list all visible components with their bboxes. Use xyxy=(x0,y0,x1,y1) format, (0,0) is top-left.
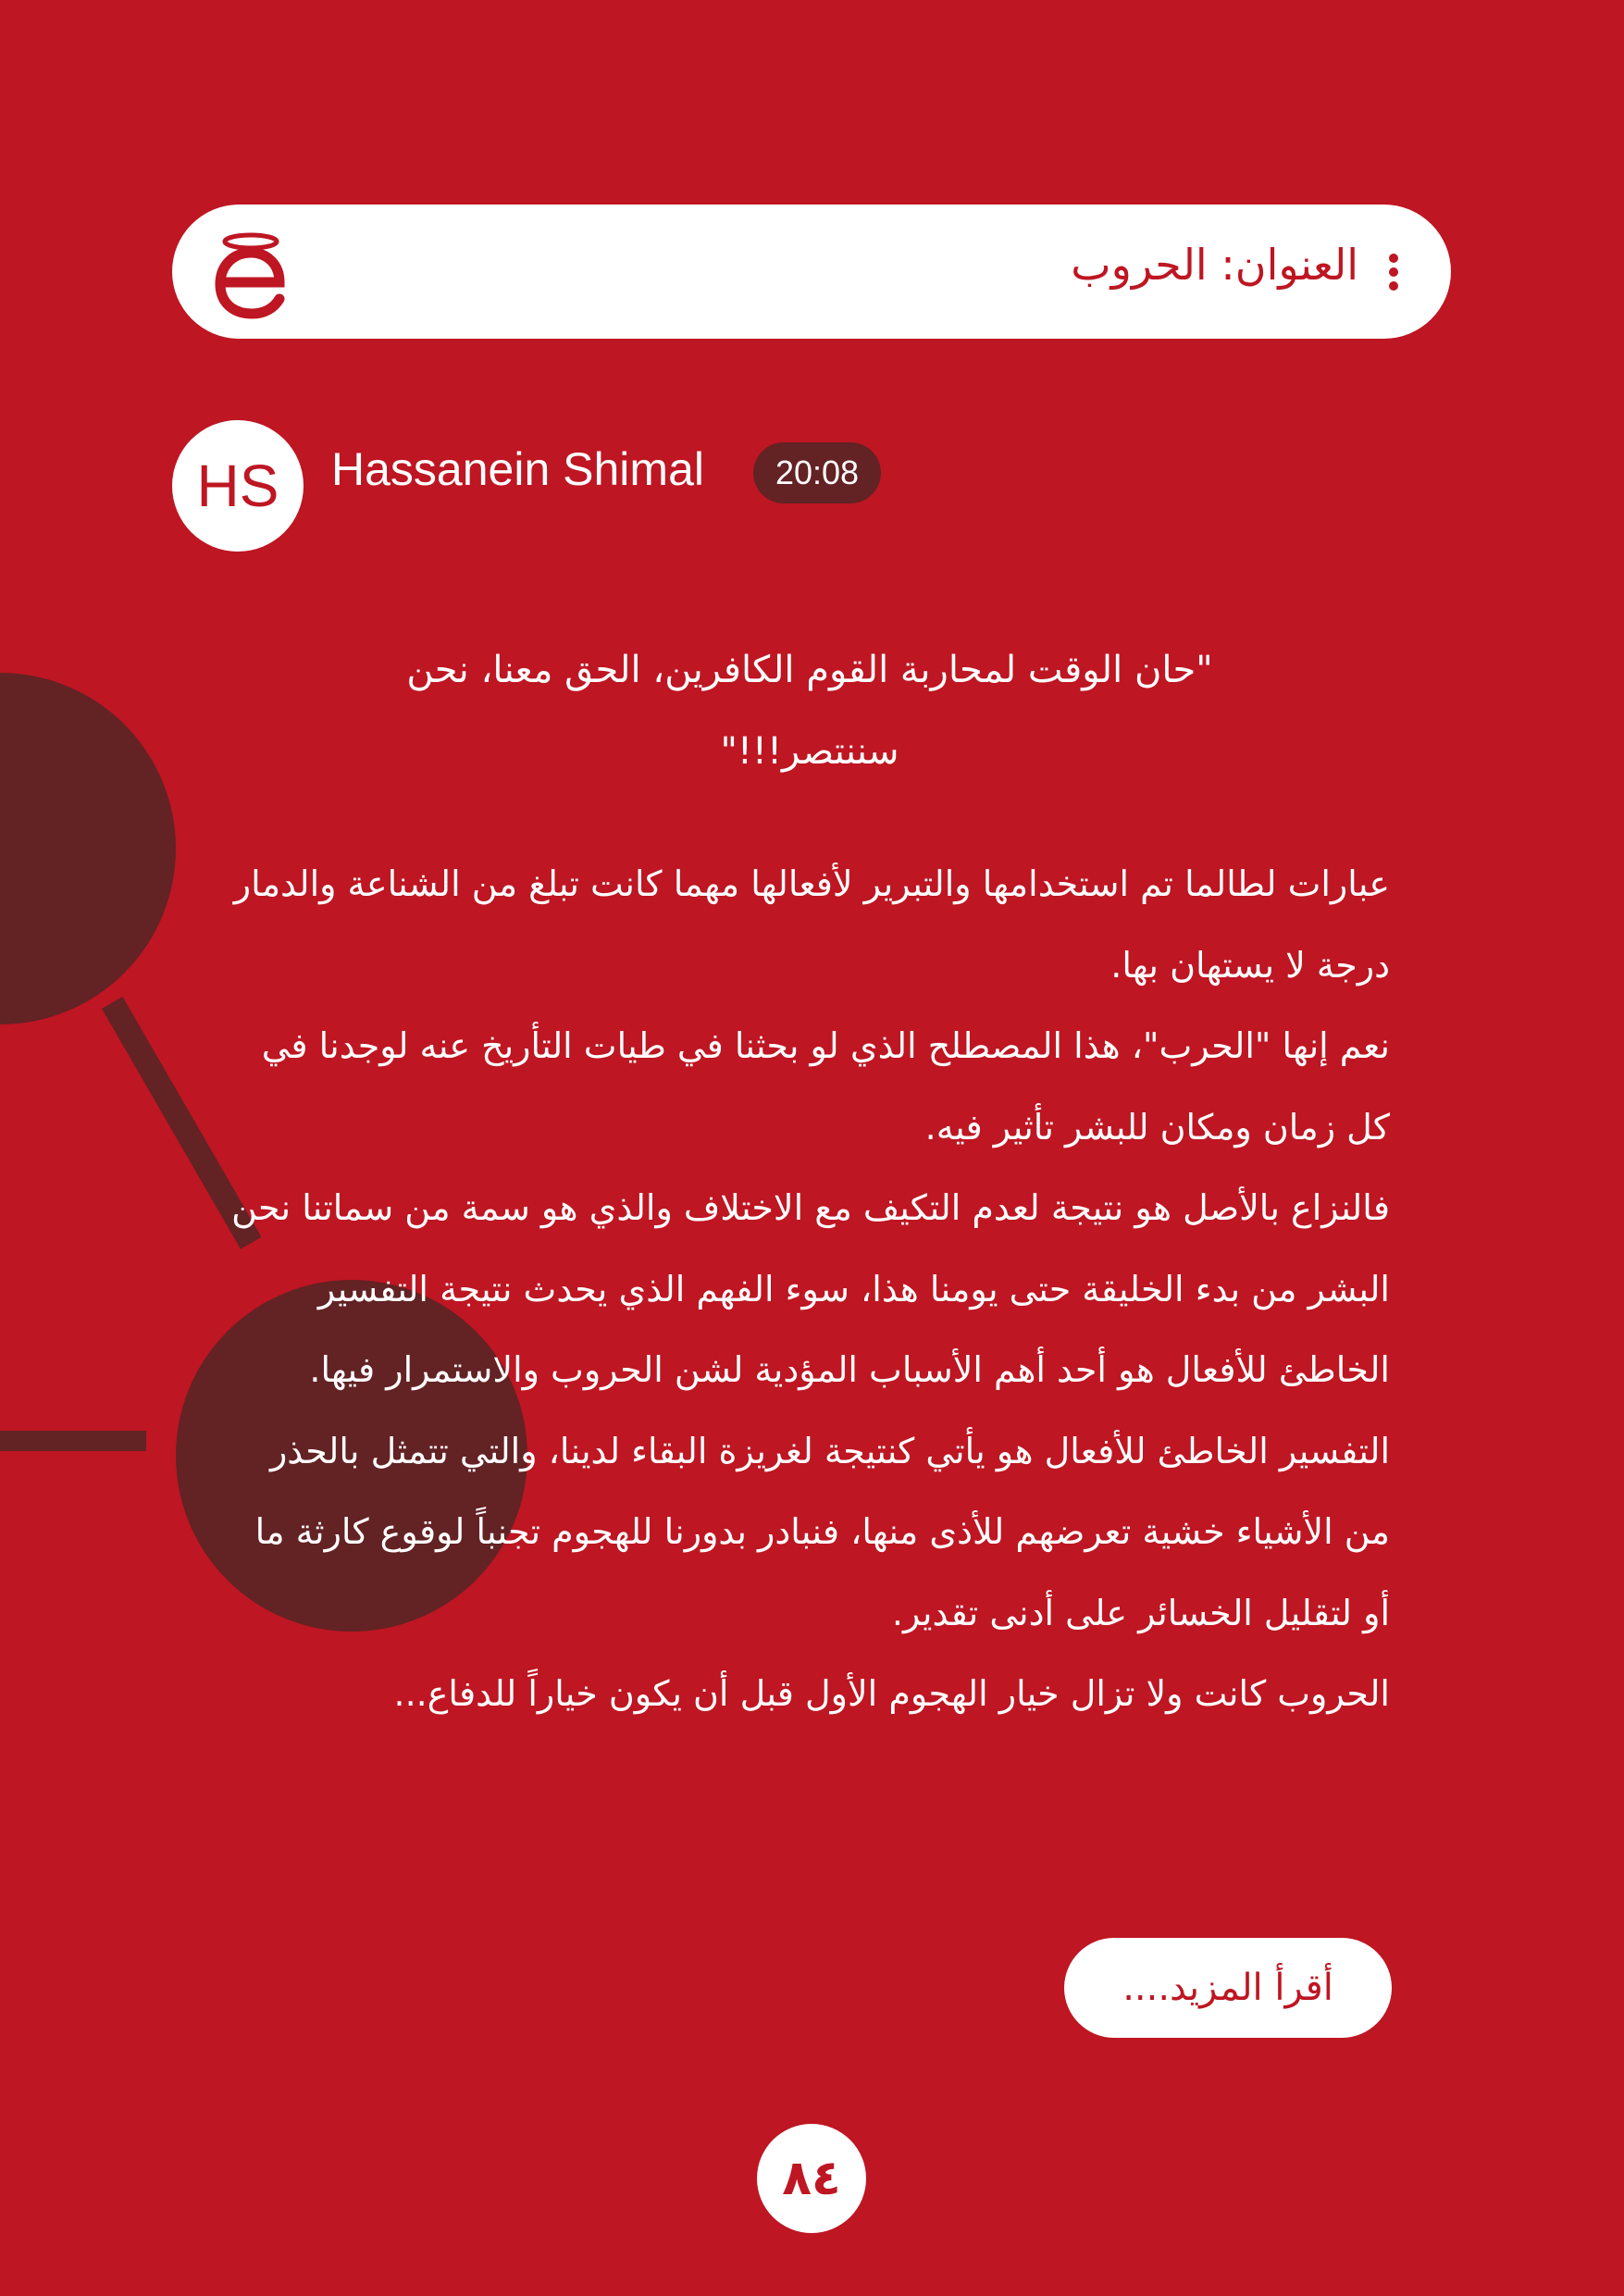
time-badge: 20:08 xyxy=(753,442,881,503)
article-quote: "حان الوقت لمحاربة القوم الكافرين، الحق معنا، نحن سننتصر!!!" xyxy=(406,649,1213,773)
decor-circle-top xyxy=(0,673,176,1024)
decor-horizontal-line xyxy=(0,1431,146,1451)
article-body xyxy=(231,844,1390,1735)
article-paragraph: نعم إنها "الحرب"، هذا المصطلح الذي لو بحثنا في طيات التأريخ عنه لوجدنا في كل زمان ومكان للبشر تأثير فيه. xyxy=(261,1025,1390,1148)
article-paragraph: التفسير الخاطئ للأفعال هو يأتي كنتيجة لغريزة البقاء لدينا، والتي تتمثل بالحذر من الأشياء خشية تعرضهم للأذى منها، فنبادر بدورنا للهجوم تجنباً لوقوع كارثة ما أو لتقليل الخسائر على أدنى تقدير. xyxy=(254,1430,1390,1633)
e-with-halo-logo-icon xyxy=(200,221,302,323)
article-paragraph: الحروب كانت ولا تزال خيار الهجوم الأول قبل أن يكون خياراً للدفاع... xyxy=(393,1673,1390,1714)
article-paragraph: عبارات لطالما تم استخدامها والتبرير لأفعالها مهما كانت تبلغ من الشناعة والدمار درجة لا يستهان بها. xyxy=(233,863,1390,986)
vertical-dots-icon[interactable] xyxy=(1389,254,1400,291)
read-more-button[interactable]: أقرأ المزيد.... xyxy=(1064,1938,1392,2038)
page-number: ٨٤ xyxy=(757,2124,866,2233)
title-bar xyxy=(172,205,1451,339)
page-title: العنوان: الحروب xyxy=(1071,240,1358,290)
article-paragraph: فالنزاع بالأصل هو نتيجة لعدم التكيف مع الاختلاف والذي هو سمة من سماتنا نحن البشر من بدء الخليقة حتى يومنا هذا، سوء الفهم الذي يحدث نتيجة التفسير الخاطئ للأفعال هو أحد أهم الأسباب المؤدية لشن الحروب والاستمرار فيها. xyxy=(231,1187,1390,1390)
avatar: HS xyxy=(172,420,304,552)
author-name: Hassanein Shimal xyxy=(331,443,704,495)
